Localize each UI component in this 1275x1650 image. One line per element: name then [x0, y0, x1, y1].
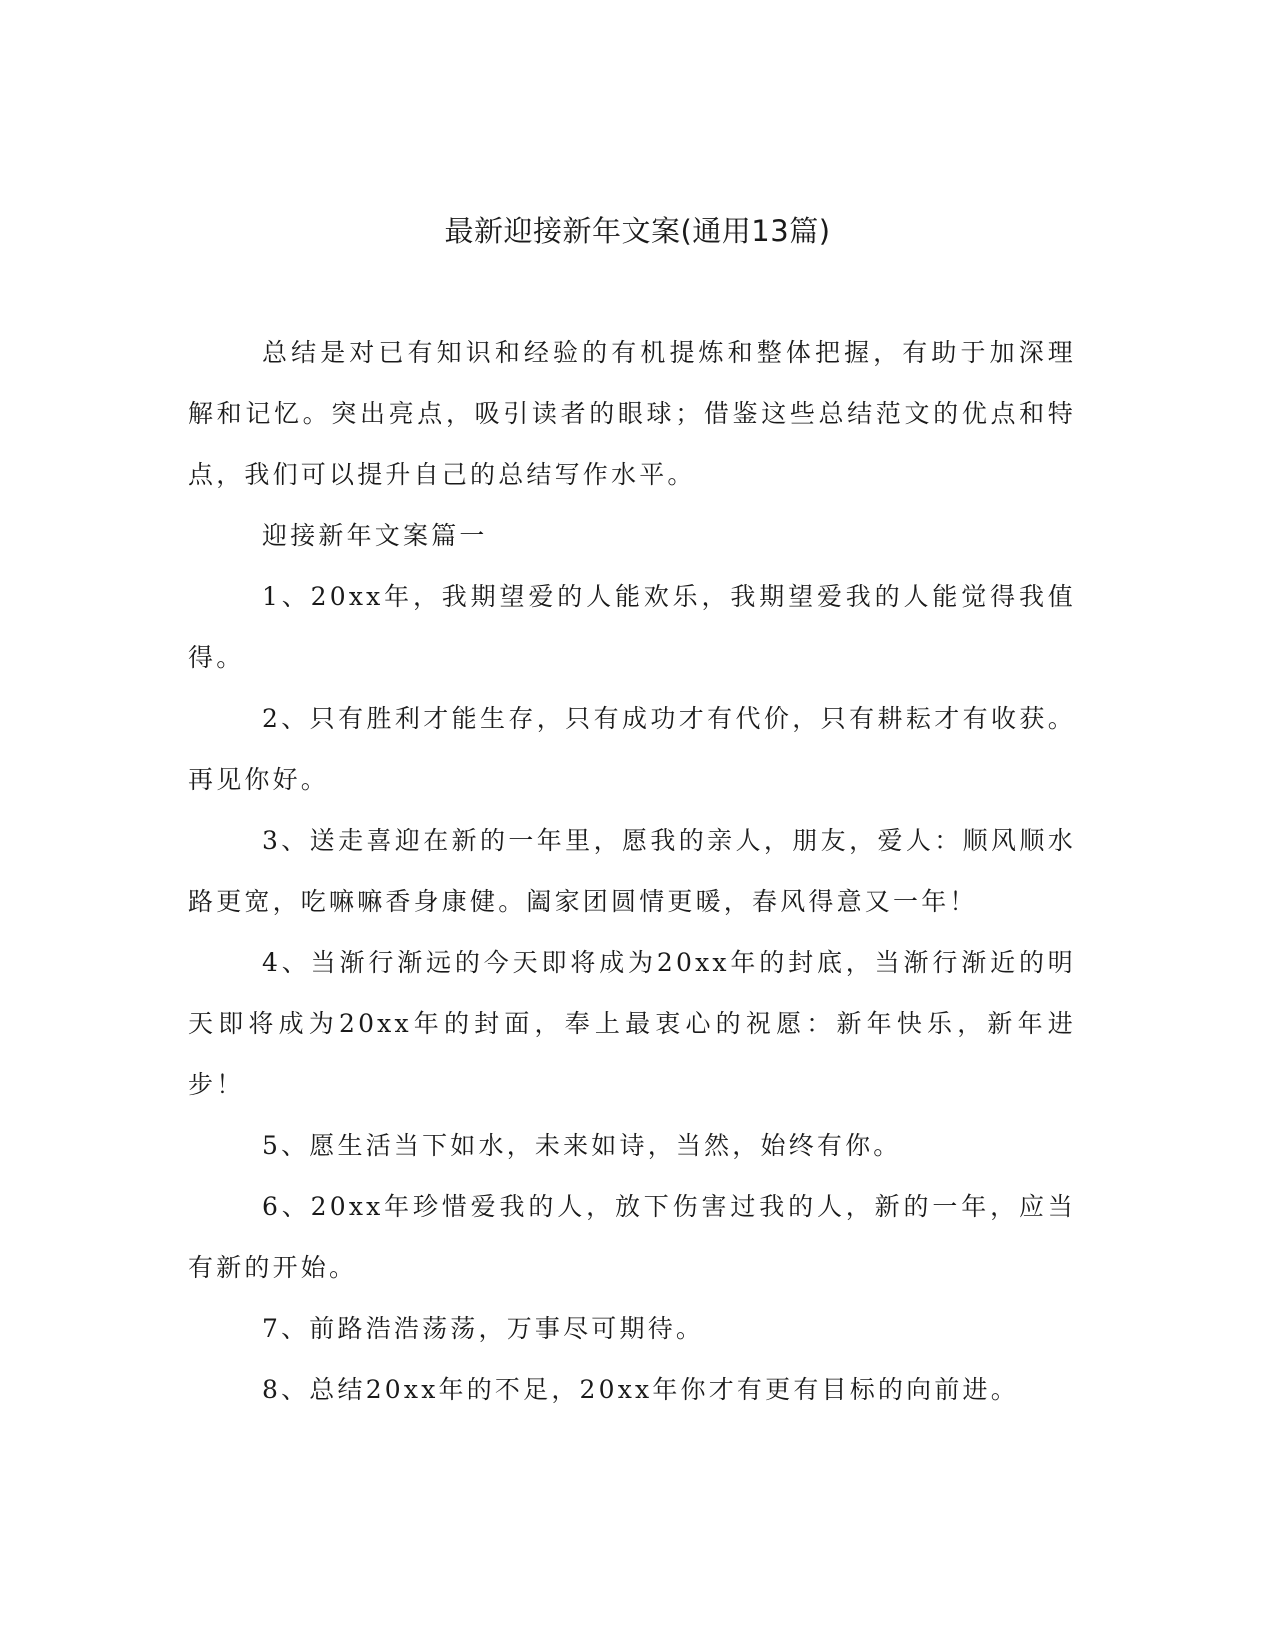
- list-item: 6、20xx年珍惜爱我的人，放下伤害过我的人，新的一年，应当有新的开始。: [188, 1192, 1076, 1282]
- document-body: [188, 322, 1076, 1420]
- page-title: 最新迎接新年文案(通用13篇): [444, 214, 831, 248]
- list-item: 8、总结20xx年的不足，20xx年你才有更有目标的向前进。: [262, 1375, 1019, 1404]
- list-item: 5、愿生活当下如水，未来如诗，当然，始终有你。: [262, 1131, 902, 1160]
- list-item: 1、20xx年，我期望爱的人能欢乐，我期望爱我的人能觉得我值得。: [188, 582, 1076, 672]
- list-item: 7、前路浩浩荡荡，万事尽可期待。: [262, 1314, 705, 1343]
- section-heading: 迎接新年文案篇一: [262, 521, 488, 550]
- list-item: 3、送走喜迎在新的一年里，愿我的亲人，朋友，爱人：顺风顺水路更宽，吃嘛嘛香身康健。阖家团圆情更暖，春风得意又一年！: [188, 826, 1076, 916]
- intro-paragraph: 总结是对已有知识和经验的有机提炼和整体把握，有助于加深理解和记忆。突出亮点，吸引读者的眼球；借鉴这些总结范文的优点和特点，我们可以提升自己的总结写作水平。: [188, 338, 1076, 489]
- list-item: 2、只有胜利才能生存，只有成功才有代价，只有耕耘才有收获。再见你好。: [188, 704, 1076, 794]
- list-item: 4、当渐行渐远的今天即将成为20xx年的封底，当渐行渐近的明天即将成为20xx年的封面，奉上最衷心的祝愿：新年快乐，新年进步！: [188, 948, 1076, 1099]
